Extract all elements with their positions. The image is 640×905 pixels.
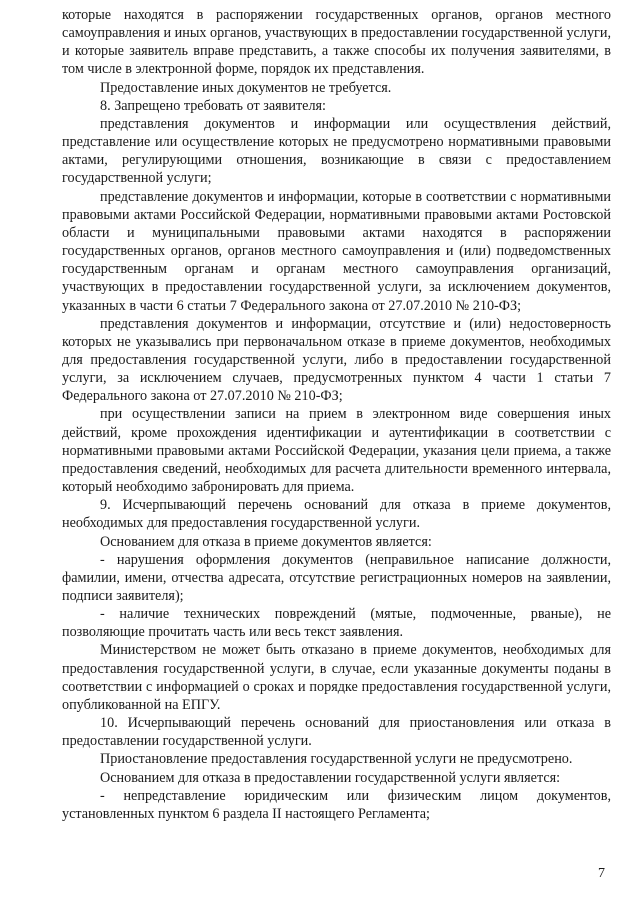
paragraph-item-8-clause-2: представление документов и информации, которые в соответствии с нормативными правовыми актами Российской Федерации, нормативными правовыми актами Ростовской области и муниципальными правовыми актами находятся в распоряжении государственных органов, органов местного самоуправления и (или) подведомственных государственным органам и органам местного самоуправления организаций, участвующих в предоставлении государственной услуги, за исключением документов, указанных в части 6 статьи 7 Федерального закона от 27.07.2010 № 210-ФЗ; (62, 188, 611, 314)
page-number: 7 (598, 866, 605, 881)
document-page (62, 6, 611, 823)
paragraph-item-10-heading: 10. Исчерпывающий перечень оснований для приостановления или отказа в предоставлении государственной услуги. (62, 715, 611, 750)
paragraph-item-9-bullet-1: - нарушения оформления документов (неправильное написание должности, фамилии, имени, отчества адресата, отсутствие регистрационных номеров на заявлении, подписи заявителя); (62, 551, 611, 604)
paragraph-item-8-clause-3: представления документов и информации, отсутствие и (или) недостоверность которых не указывались при первоначальном отказе в приеме документов, необходимых для предоставления государственной услуги, либо в предоставлении государственной услуги, за исключением случаев, предусмотренных пунктом 4 части 1 статьи 7 Федерального закона от 27.07.2010 № 210-ФЗ; (62, 315, 611, 405)
paragraph-item-9-ministry: Министерством не может быть отказано в приеме документов, необходимых для предоставления государственной услуги, в случае, если указанные документы поданы в соответствии с информацией о сроках и порядке предоставления государственной услуги, опубликованной на ЕПГУ. (62, 642, 611, 713)
paragraph-item-9-heading: 9. Исчерпывающий перечень оснований для отказа в приеме документов, необходимых для предоставления государственной услуги. (62, 497, 611, 532)
paragraph-item-8-heading: 8. Запрещено требовать от заявителя: (100, 97, 326, 114)
paragraph-item-9-bullet-2: - наличие технических повреждений (мятые, подмоченные, рваные), не позволяющие прочитать часть или весь текст заявления. (62, 606, 611, 641)
paragraph-item-8-clause-1: представления документов и информации или осуществления действий, представление или осуществление которых не предусмотрено нормативными правовыми актами, регулирующими отношения, возникающие в связи с предоставлением государственной услуги; (62, 115, 611, 187)
paragraph-item-9-basis: Основанием для отказа в приеме документов является: (100, 533, 432, 550)
paragraph-continuation: которые находятся в распоряжении государственных органов, органов местного самоуправления и иных органов, участвующих в предоставлении государственной услуги, и которые заявитель вправе представить, а также способы их получения заявителями, в том числе в электронной форме, порядок их представления. (62, 7, 611, 78)
paragraph-no-other-documents: Предоставление иных документов не требуется. (100, 79, 392, 96)
paragraph-item-10-suspension: Приостановление предоставления государственной услуги не предусмотрено. (100, 751, 573, 768)
paragraph-item-8-clause-4: при осуществлении записи на прием в электронном виде совершения иных действий, кроме прохождения идентификации и аутентификации в соответствии с нормативными правовыми актами Российской Федерации, указания цели приема, а также предоставления сведений, необходимых для расчета длительности временного интервала, который необходимо забронировать для приема. (62, 406, 611, 496)
paragraph-item-10-basis: Основанием для отказа в предоставлении государственной услуги является: (100, 769, 561, 786)
paragraph-item-10-bullet-1: - непредставление юридическим или физическим лицом документов, установленных пунктом 6 раздела II настоящего Регламента; (62, 787, 611, 822)
